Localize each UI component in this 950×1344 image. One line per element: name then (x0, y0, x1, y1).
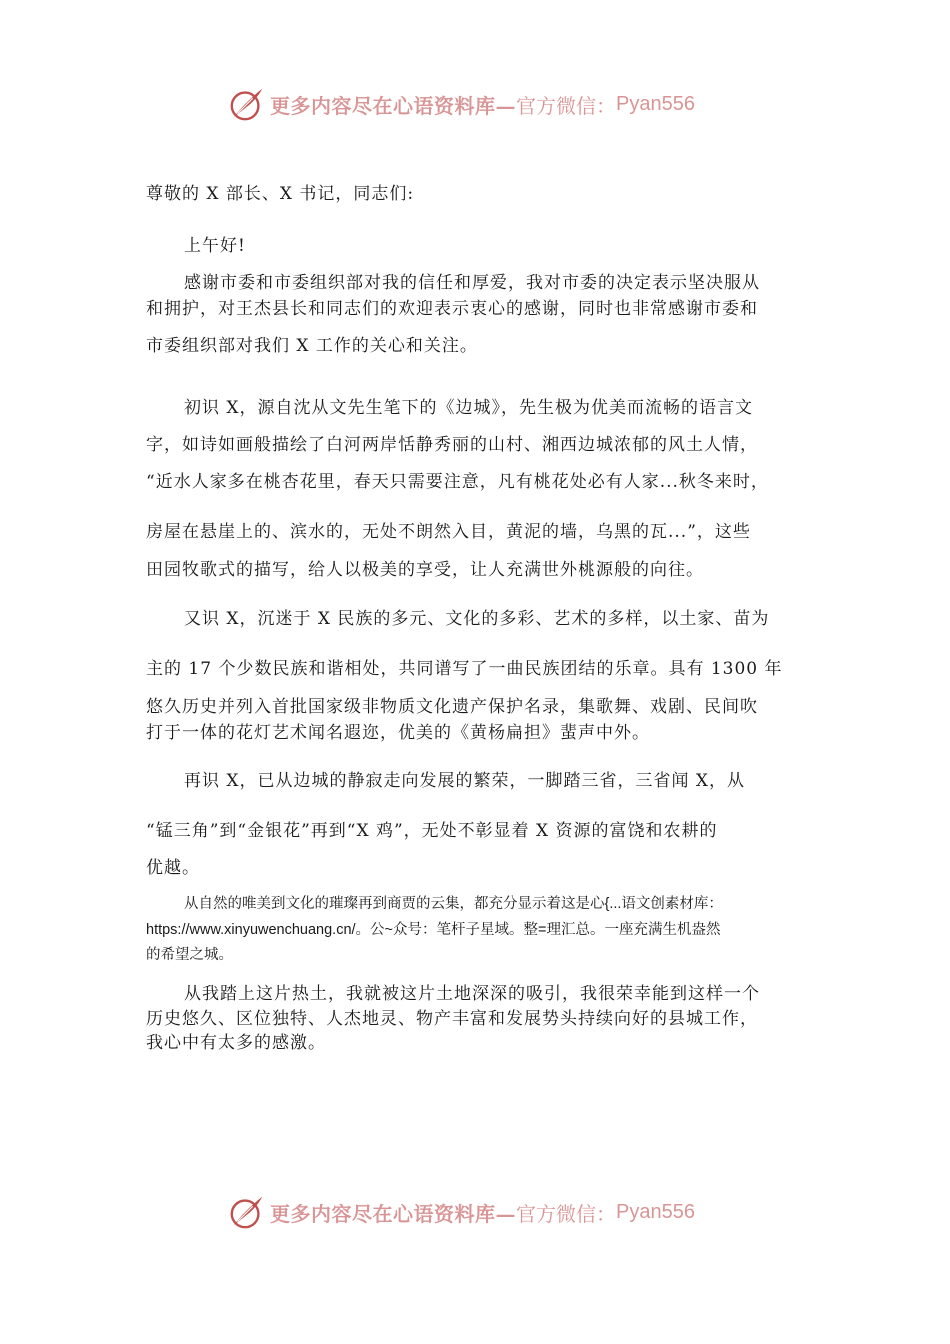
salutation: 尊敬的 X 部长、X 书记，同志们: (146, 184, 415, 204)
quill-logo-icon (228, 85, 266, 123)
banner-wechat-id: Pyan556 (616, 1200, 695, 1223)
banner-wechat-id: Pyan556 (616, 92, 695, 115)
second-line: 悠久历史并列入首批国家级非物质文化遗产保护名录，集歌舞、戏剧、民间吹 (146, 697, 758, 717)
thanks-line: 和拥护，对王杰县长和同志们的欢迎表示衷心的感谢，同时也非常感谢市委和 (146, 299, 758, 319)
fourth-line: 从自然的唯美到文化的璀璨再到商贾的云集，都充分显示着这是心{...语文创素材库： (184, 896, 723, 912)
banner-main-text: 更多内容尽在心语资料库— (270, 1201, 516, 1226)
third-line: 优越。 (146, 858, 200, 878)
first-line: “近水人家多在桃杏花里，春天只需要注意，凡有桃花处必有人家...秋冬来时， (146, 472, 769, 492)
third-line: “锰三角”到“金银花”再到“X 鸡”，无处不彰显着 X 资源的富饶和农耕的 (146, 821, 718, 841)
banner-wechat-label: 官方微信： (516, 1201, 616, 1226)
third-line: 再识 X，已从边城的静寂走向发展的繁荣，一脚踏三省，三省闻 X，从 (184, 771, 746, 791)
fifth-line: 从我踏上这片热土，我就被这片土地深深的吸引，我很荣幸能到这样一个 (184, 984, 760, 1004)
greeting: 上午好! (184, 236, 246, 256)
fifth-line: 我心中有太多的感激。 (146, 1033, 326, 1053)
header-banner (228, 84, 695, 124)
second-line: 主的 17 个少数民族和谐相处，共同谱写了一曲民族团结的乐章。具有 1300 年 (146, 659, 783, 679)
first-line: 初识 X，源自沈从文先生笔下的《边城》，先生极为优美而流畅的语言文 (184, 398, 754, 418)
fourth-line: 的希望之城。 (146, 947, 233, 963)
fifth-line: 历史悠久、区位独特、人杰地灵、物产丰富和发展势头持续向好的县城工作， (146, 1009, 758, 1029)
fourth-line: https://www.xinyuwenchuang.cn/。公~众号：笔杆子星域。整=理汇总。一座充满生机盎然 (146, 922, 721, 938)
first-line: 田园牧歌式的描写，给人以极美的享受，让人充满世外桃源般的向往。 (146, 560, 704, 580)
second-line: 打于一体的花灯艺术闻名遐迩，优美的《黄杨扁担》蜚声中外。 (146, 723, 650, 743)
banner-wechat-label: 官方微信： (516, 93, 616, 118)
thanks-line: 市委组织部对我们 X 工作的关心和关注。 (146, 336, 478, 356)
thanks-line: 感谢市委和市委组织部对我的信任和厚爱，我对市委的决定表示坚决服从 (184, 273, 760, 293)
first-line: 房屋在悬崖上的、滨水的，无处不朗然入目，黄泥的墙，乌黑的瓦...”，这些 (146, 522, 751, 542)
second-line: 又识 X，沉迷于 X 民族的多元、文化的多彩、艺术的多样，以土家、苗为 (184, 609, 770, 629)
banner-main-text: 更多内容尽在心语资料库— (270, 93, 516, 118)
quill-logo-icon (228, 1193, 266, 1231)
footer-banner (228, 1192, 695, 1232)
first-line: 字，如诗如画般描绘了白河两岸恬静秀丽的山村、湘西边城浓郁的风土人情， (146, 435, 758, 455)
